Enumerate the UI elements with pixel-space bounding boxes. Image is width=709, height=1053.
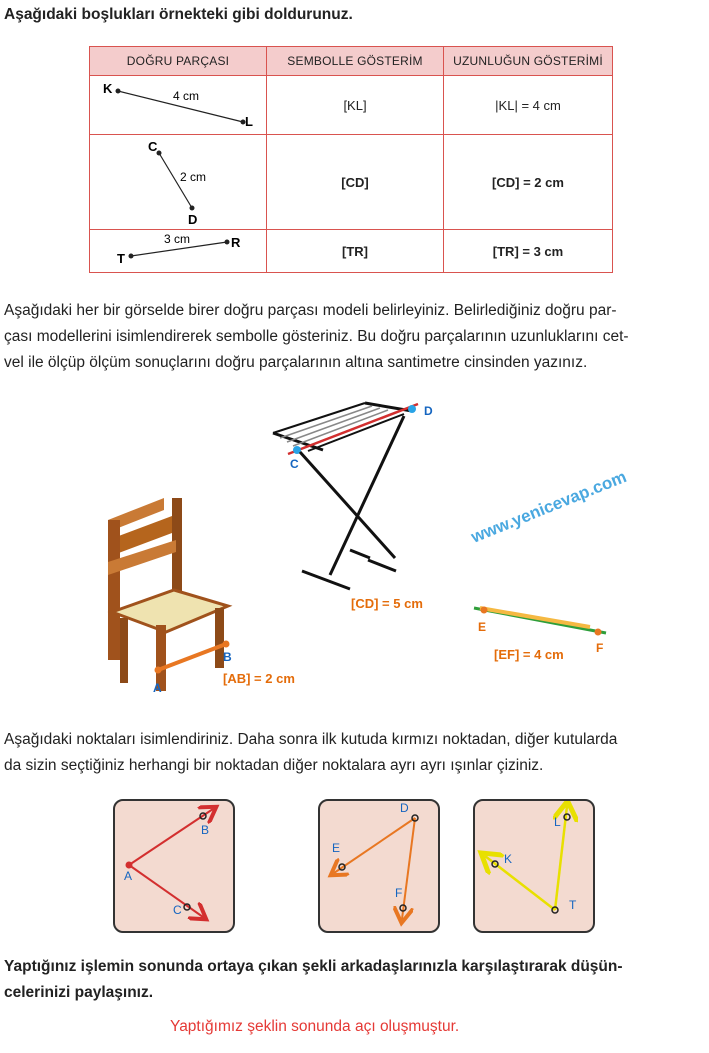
point-label-e: E [478,620,487,634]
ray-drawing-2 [320,801,438,931]
chair-measure: [AB] = 2 cm [223,671,295,686]
segment-length-label: 2 cm [180,170,207,184]
ruler-measure: [EF] = 4 cm [494,647,564,662]
paragraph-line: vel ile ölçüp ölçüm sonuçlarını doğru parçalarının altına santimetre cinsinden yazınız. [4,354,588,371]
paragraph-line: da sizin seçtiğiniz herhangi bir noktadan diğer noktalara ayrı ayrı ışınlar çiziniz. [4,757,544,774]
point-label: R [231,235,241,250]
point-label-a: A [153,681,162,695]
segment-length-label: 3 cm [164,232,191,246]
segment-cell [90,135,267,230]
point-label: B [201,823,210,837]
point-label-d: D [424,404,433,418]
point-label: T [117,251,125,266]
length-cell: [TR] = 3 cm [444,230,613,273]
segment-length-label: 4 cm [173,89,200,103]
point-label: L [245,114,253,129]
point-label: D [188,212,198,227]
instructions-paragraph-3 [4,954,704,1006]
point-label-c: C [290,457,299,471]
chair-illustration [108,498,232,695]
point-label: C [173,903,182,917]
segment-cell [90,230,267,273]
ray-drawing-3 [475,801,593,931]
ray-box-3 [473,799,595,933]
segment-cell [90,76,267,135]
table-header: DOĞRU PARÇASI [90,47,267,76]
point-label: D [400,801,409,815]
point-label: T [569,898,577,912]
segment-cd-drawing [91,136,265,228]
ray-box-1 [113,799,235,933]
length-cell: [CD] = 2 cm [444,135,613,230]
page-heading: Aşağıdaki boşlukları örnekteki gibi doldurunuz. [4,6,353,23]
segment-table [89,46,613,273]
point-label: K [504,852,513,866]
drying-rack-illustration [273,403,433,589]
segment-kl-drawing [91,77,265,133]
table-header: SEMBOLLE GÖSTERİM [267,47,444,76]
symbol-cell: [KL] [267,76,444,135]
rack-measure: [CD] = 5 cm [351,596,423,611]
ray-box-2 [318,799,440,933]
answer-text: Yaptığımız şeklin sonunda açı oluşmuştur. [170,1018,460,1035]
point-label: L [554,815,561,829]
point-label: C [148,139,158,154]
illustrations [0,380,709,710]
point-label-b: B [223,650,232,664]
point-label: K [103,81,113,96]
segment-tr-drawing [91,231,265,271]
length-cell: |KL| = 4 cm [444,76,613,135]
table-row [90,76,613,135]
point-label: E [332,841,341,855]
table-header: UZUNLUĞUN GÖSTERİMİ [444,47,613,76]
paragraph-line: Yaptığınız işlemin sonunda ortaya çıkan şekli arkadaşlarınızla karşılaştırarak düşün- [4,958,623,975]
instructions-paragraph-1 [4,298,704,376]
table-row [90,230,613,273]
table-header-row [90,47,613,76]
instructions-paragraph-2 [4,727,704,779]
table-row [90,135,613,230]
watermark: www.yenicevap.com [468,467,630,547]
paragraph-line: çası modellerini isimlendirerek sembolle gösteriniz. Bu doğru parçalarının uzunluklarını cet- [4,328,629,345]
paragraph-line: Aşağıdaki noktaları isimlendiriniz. Daha sonra ilk kutuda kırmızı noktadan, diğer kutularda [4,731,618,748]
paragraph-line: celerinizi paylaşınız. [4,984,154,1001]
point-label-f: F [596,641,604,655]
point-label: A [124,869,133,883]
symbol-cell: [CD] [267,135,444,230]
symbol-cell: [TR] [267,230,444,273]
paragraph-line: Aşağıdaki her bir görselde birer doğru parçası modeli belirleyiniz. Belirlediğiniz doğru par- [4,302,617,319]
point-label: F [395,886,403,900]
ray-drawing-1 [115,801,233,931]
